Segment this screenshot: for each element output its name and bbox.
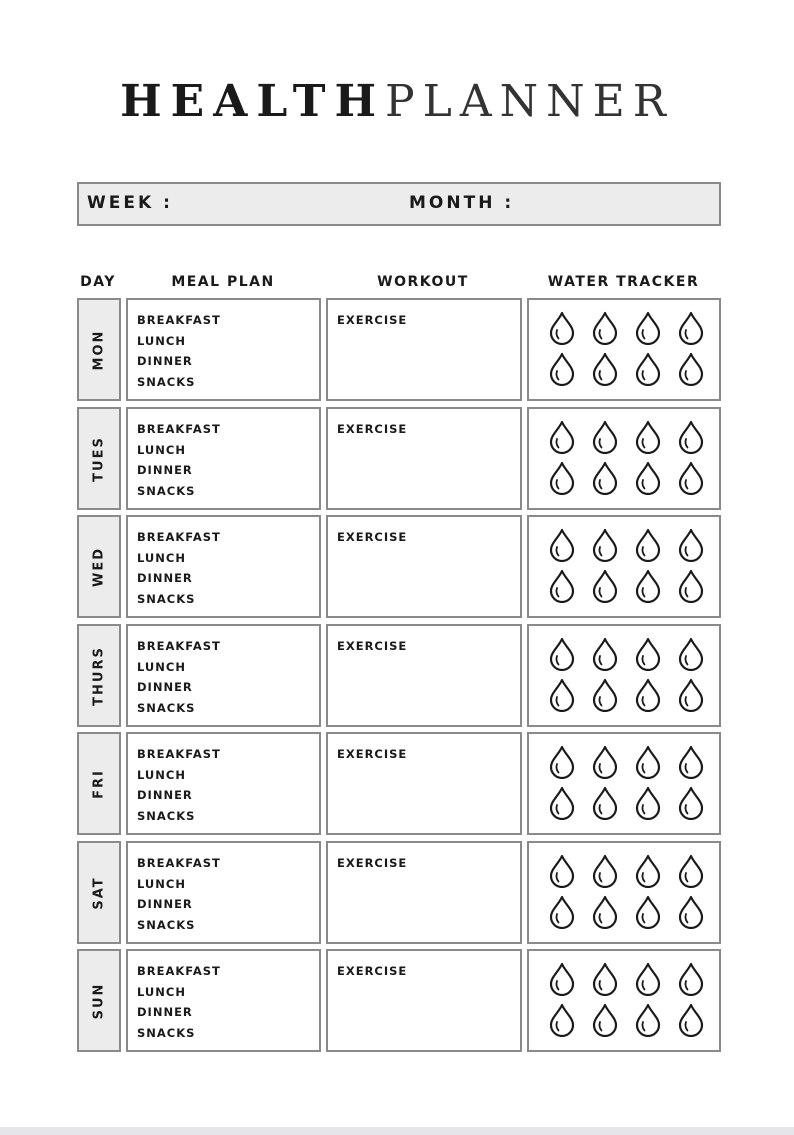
meal-list: [137, 853, 221, 935]
water-drop-icon[interactable]: [633, 637, 663, 671]
day-row-sat: [0, 841, 794, 944]
water-drop-icon[interactable]: [633, 569, 663, 603]
meal-item-snacks: SNACKS: [137, 700, 196, 715]
water-drop-icon[interactable]: [547, 637, 577, 671]
meal-list: [137, 310, 221, 392]
month-label: MONTH :: [409, 193, 515, 213]
meal-item-lunch: LUNCH: [137, 333, 186, 348]
page-bottom-edge: [0, 1127, 794, 1135]
water-drop-icon[interactable]: [590, 854, 620, 888]
day-label: THURS: [91, 645, 107, 706]
day-row-tues: [0, 407, 794, 510]
water-drop-icon[interactable]: [590, 678, 620, 712]
water-drop-icon[interactable]: [676, 461, 706, 495]
water-drop-icon[interactable]: [676, 745, 706, 779]
water-drop-icon[interactable]: [590, 352, 620, 386]
water-drop-icon[interactable]: [676, 528, 706, 562]
water-drop-icon[interactable]: [547, 962, 577, 996]
water-drop-icon[interactable]: [547, 895, 577, 929]
page-title: [0, 76, 794, 128]
meal-item-snacks: SNACKS: [137, 1025, 196, 1040]
water-drop-icon[interactable]: [633, 962, 663, 996]
water-drop-icon[interactable]: [590, 1003, 620, 1037]
meal-item-breakfast: BREAKFAST: [137, 313, 221, 327]
exercise-label: EXERCISE: [337, 530, 408, 544]
water-drop-icon[interactable]: [547, 786, 577, 820]
column-header-water-tracker: WATER TRACKER: [547, 274, 700, 290]
water-drop-icon[interactable]: [676, 1003, 706, 1037]
day-row-fri: [0, 732, 794, 835]
week-month-bar: [77, 182, 721, 226]
meal-plan-cell[interactable]: [126, 515, 321, 618]
water-drop-icon[interactable]: [590, 962, 620, 996]
water-drop-icon[interactable]: [676, 895, 706, 929]
day-row-wed: [0, 515, 794, 618]
water-drop-icon[interactable]: [590, 461, 620, 495]
meal-plan-cell[interactable]: [126, 407, 321, 510]
water-drop-icon[interactable]: [547, 528, 577, 562]
workout-cell[interactable]: [326, 298, 522, 401]
workout-cell[interactable]: [326, 841, 522, 944]
meal-item-snacks: SNACKS: [137, 483, 196, 498]
water-tracker-cell: [527, 732, 721, 835]
water-drop-icon[interactable]: [590, 420, 620, 454]
day-cell: [77, 841, 121, 944]
day-row-mon: [0, 298, 794, 401]
day-label: SAT: [91, 875, 107, 910]
exercise-label: EXERCISE: [337, 856, 408, 870]
workout-cell[interactable]: [326, 732, 522, 835]
meal-item-breakfast: BREAKFAST: [137, 530, 221, 544]
meal-list: [137, 636, 221, 718]
water-drop-icon[interactable]: [633, 786, 663, 820]
week-label: WEEK :: [87, 193, 173, 213]
water-drop-icon[interactable]: [547, 352, 577, 386]
water-drop-icon[interactable]: [676, 854, 706, 888]
meal-item-dinner: DINNER: [137, 788, 193, 802]
meal-item-lunch: LUNCH: [137, 550, 186, 565]
water-drop-icon[interactable]: [633, 461, 663, 495]
day-label: SUN: [91, 982, 107, 1019]
workout-cell[interactable]: [326, 515, 522, 618]
water-drop-icon[interactable]: [590, 311, 620, 345]
day-cell: [77, 407, 121, 510]
exercise-label: EXERCISE: [337, 313, 408, 327]
water-drop-icon[interactable]: [676, 786, 706, 820]
day-cell: [77, 515, 121, 618]
column-header-meal-plan: MEAL PLAN: [171, 274, 275, 290]
day-cell: [77, 949, 121, 1052]
water-tracker-cell: [527, 624, 721, 727]
exercise-label: EXERCISE: [337, 422, 408, 436]
water-drop-icon[interactable]: [590, 786, 620, 820]
meal-item-lunch: LUNCH: [137, 442, 186, 457]
meal-item-breakfast: BREAKFAST: [137, 422, 221, 436]
column-header-day: DAY: [80, 274, 116, 290]
meal-item-breakfast: BREAKFAST: [137, 747, 221, 761]
water-drop-icon[interactable]: [547, 1003, 577, 1037]
water-drop-icon[interactable]: [633, 678, 663, 712]
meal-plan-cell[interactable]: [126, 949, 321, 1052]
day-label: TUES: [91, 435, 107, 482]
meal-item-dinner: DINNER: [137, 463, 193, 477]
water-drop-icon[interactable]: [547, 745, 577, 779]
water-drop-icon[interactable]: [547, 678, 577, 712]
day-row-thurs: [0, 624, 794, 727]
day-label: FRI: [91, 768, 107, 799]
water-drop-icon[interactable]: [633, 311, 663, 345]
exercise-label: EXERCISE: [337, 964, 408, 978]
meal-list: [137, 961, 221, 1043]
water-drop-icon[interactable]: [633, 528, 663, 562]
day-cell: [77, 298, 121, 401]
exercise-label: EXERCISE: [337, 639, 408, 653]
meal-item-breakfast: BREAKFAST: [137, 964, 221, 978]
workout-cell[interactable]: [326, 624, 522, 727]
water-tracker-cell: [527, 841, 721, 944]
day-cell: [77, 732, 121, 835]
water-drop-icon[interactable]: [547, 569, 577, 603]
meal-item-snacks: SNACKS: [137, 591, 196, 606]
workout-cell[interactable]: [326, 949, 522, 1052]
water-tracker-cell: [527, 298, 721, 401]
water-drop-icon[interactable]: [676, 678, 706, 712]
meal-item-dinner: DINNER: [137, 354, 193, 368]
water-tracker-cell: [527, 407, 721, 510]
water-drop-icon[interactable]: [590, 528, 620, 562]
day-row-sun: [0, 949, 794, 1052]
water-drop-icon[interactable]: [633, 895, 663, 929]
water-drop-icon[interactable]: [676, 352, 706, 386]
water-tracker-cell: [527, 949, 721, 1052]
meal-list: [137, 419, 221, 501]
water-drop-icon[interactable]: [547, 311, 577, 345]
water-drop-icon[interactable]: [590, 637, 620, 671]
column-header-workout: WORKOUT: [377, 274, 469, 290]
meal-list: [137, 527, 221, 609]
meal-item-snacks: SNACKS: [137, 808, 196, 823]
water-drop-icon[interactable]: [633, 352, 663, 386]
water-drop-icon[interactable]: [590, 895, 620, 929]
water-drop-icon[interactable]: [590, 745, 620, 779]
water-drop-icon[interactable]: [633, 745, 663, 779]
title-bold: HEALTH: [120, 76, 386, 127]
meal-plan-cell[interactable]: [126, 841, 321, 944]
meal-plan-cell[interactable]: [126, 624, 321, 727]
water-drop-icon[interactable]: [547, 461, 577, 495]
meal-item-dinner: DINNER: [137, 1005, 193, 1019]
water-drop-icon[interactable]: [633, 854, 663, 888]
meal-item-dinner: DINNER: [137, 897, 193, 911]
day-cell: [77, 624, 121, 727]
meal-item-snacks: SNACKS: [137, 917, 196, 932]
title-light: PLANNER: [385, 76, 674, 127]
water-drop-icon[interactable]: [590, 569, 620, 603]
water-drop-icon[interactable]: [676, 420, 706, 454]
water-drop-icon[interactable]: [547, 420, 577, 454]
meal-item-dinner: DINNER: [137, 571, 193, 585]
water-drop-icon[interactable]: [676, 311, 706, 345]
water-drop-icon[interactable]: [676, 569, 706, 603]
meal-item-breakfast: BREAKFAST: [137, 639, 221, 653]
meal-item-lunch: LUNCH: [137, 659, 186, 674]
water-drop-icon[interactable]: [676, 962, 706, 996]
meal-plan-cell[interactable]: [126, 298, 321, 401]
exercise-label: EXERCISE: [337, 747, 408, 761]
meal-item-snacks: SNACKS: [137, 374, 196, 389]
day-label: WED: [91, 546, 107, 587]
water-drop-icon[interactable]: [547, 854, 577, 888]
meal-item-lunch: LUNCH: [137, 876, 186, 891]
meal-item-dinner: DINNER: [137, 680, 193, 694]
meal-plan-cell[interactable]: [126, 732, 321, 835]
day-label: MON: [91, 329, 107, 370]
meal-item-breakfast: BREAKFAST: [137, 856, 221, 870]
meal-item-lunch: LUNCH: [137, 984, 186, 999]
water-drop-icon[interactable]: [633, 420, 663, 454]
meal-list: [137, 744, 221, 826]
water-drop-icon[interactable]: [633, 1003, 663, 1037]
workout-cell[interactable]: [326, 407, 522, 510]
meal-item-lunch: LUNCH: [137, 767, 186, 782]
water-tracker-cell: [527, 515, 721, 618]
water-drop-icon[interactable]: [676, 637, 706, 671]
